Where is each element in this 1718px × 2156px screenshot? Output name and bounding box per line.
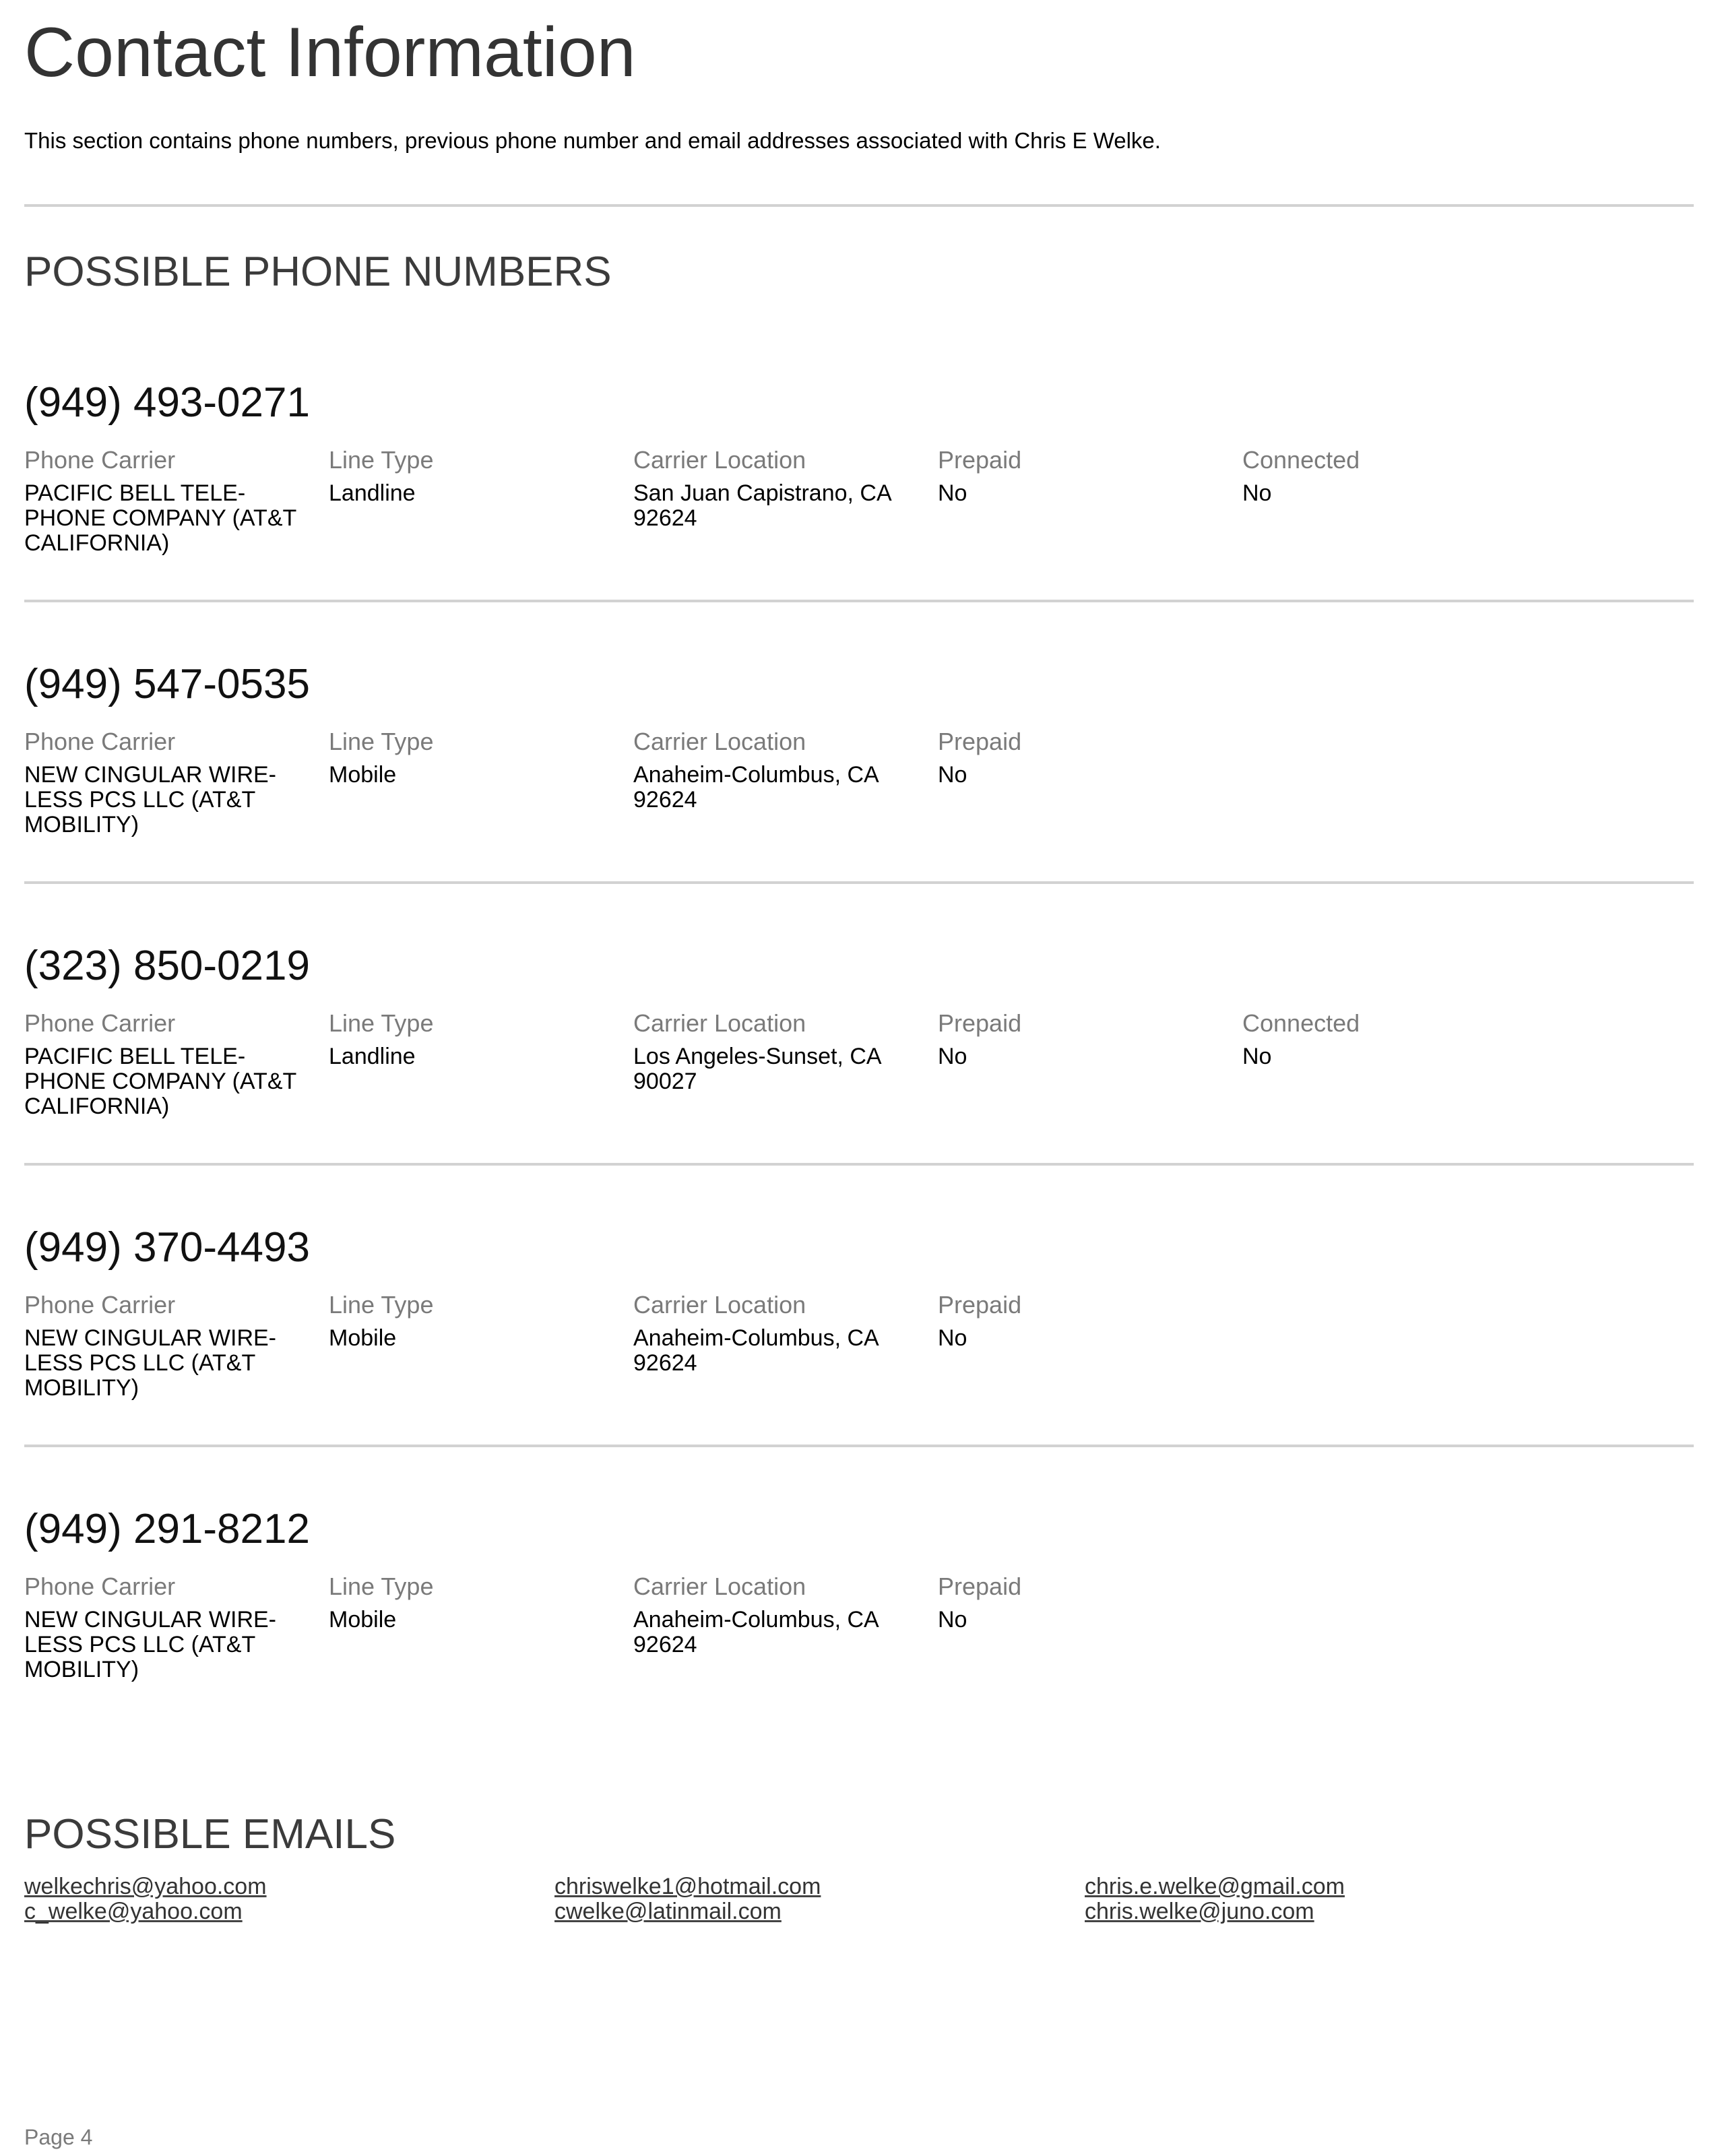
carrier-column — [24, 1008, 307, 1119]
phones-section-title: POSSIBLE PHONE NUMBERS — [24, 249, 612, 295]
connected-value: No — [1242, 480, 1272, 506]
email-column — [554, 1874, 1067, 1924]
prepaid-value: No — [938, 480, 967, 506]
email-column — [24, 1874, 536, 1924]
carrier-column — [24, 1571, 307, 1682]
line-type-value: Mobile — [329, 1325, 397, 1351]
prepaid-column — [938, 726, 1221, 788]
prepaid-column — [938, 1571, 1221, 1632]
email-link[interactable]: cwelke@latinmail.com — [554, 1899, 782, 1924]
page-title: Contact Information — [24, 13, 636, 92]
location-column — [633, 445, 916, 531]
location-column — [633, 726, 916, 813]
line-type-column — [329, 1290, 612, 1351]
location-label: Carrier Location — [633, 1573, 806, 1600]
divider — [24, 204, 1694, 207]
page-number: Page 4 — [24, 2125, 93, 2149]
carrier-label: Phone Carrier — [24, 1009, 176, 1037]
line-type-value: Mobile — [329, 1607, 397, 1632]
prepaid-column — [938, 1290, 1221, 1351]
email-link[interactable]: chriswelke1@hotmail.com — [554, 1874, 821, 1899]
phone-number: (949) 547-0535 — [24, 661, 310, 707]
prepaid-label: Prepaid — [938, 728, 1022, 755]
prepaid-value: No — [938, 1607, 967, 1632]
carrier-column — [24, 1290, 307, 1401]
prepaid-column — [938, 445, 1221, 506]
line-type-column — [329, 1571, 612, 1632]
carrier-column — [24, 726, 307, 837]
connected-label: Connected — [1242, 1009, 1360, 1037]
line-type-column — [329, 445, 612, 506]
email-link[interactable]: chris.welke@juno.com — [1085, 1899, 1314, 1924]
divider — [24, 1163, 1694, 1166]
prepaid-label: Prepaid — [938, 446, 1022, 474]
line-type-label: Line Type — [329, 728, 434, 755]
prepaid-value: No — [938, 1044, 967, 1069]
line-type-value: Landline — [329, 480, 416, 506]
line-type-label: Line Type — [329, 1291, 434, 1319]
location-label: Carrier Location — [633, 446, 806, 474]
carrier-value: PACIFIC BELL TELE- PHONE COMPANY (AT&T CALIFORNIA) — [24, 480, 296, 556]
location-column — [633, 1008, 916, 1094]
line-type-value: Mobile — [329, 762, 397, 788]
location-column — [633, 1290, 916, 1376]
email-link[interactable]: welkechris@yahoo.com — [24, 1874, 267, 1899]
carrier-label: Phone Carrier — [24, 1291, 176, 1319]
email-link[interactable]: chris.e.welke@gmail.com — [1085, 1874, 1345, 1899]
location-value: Anaheim-Columbus, CA 92624 — [633, 1325, 878, 1376]
carrier-label: Phone Carrier — [24, 446, 176, 474]
location-value: San Juan Capistrano, CA 92624 — [633, 480, 891, 531]
carrier-value: PACIFIC BELL TELE- PHONE COMPANY (AT&T CALIFORNIA) — [24, 1044, 296, 1119]
location-label: Carrier Location — [633, 728, 806, 755]
prepaid-label: Prepaid — [938, 1009, 1022, 1037]
prepaid-label: Prepaid — [938, 1573, 1022, 1600]
divider — [24, 600, 1694, 602]
divider — [24, 1445, 1694, 1447]
email-column — [1085, 1874, 1597, 1924]
prepaid-column — [938, 1008, 1221, 1069]
connected-value: No — [1242, 1044, 1272, 1069]
carrier-label: Phone Carrier — [24, 1573, 176, 1600]
intro-text: This section contains phone numbers, previous phone number and email addresses associated with Chris E Welke. — [24, 128, 1161, 153]
line-type-label: Line Type — [329, 446, 434, 474]
prepaid-label: Prepaid — [938, 1291, 1022, 1319]
carrier-value: NEW CINGULAR WIRE- LESS PCS LLC (AT&T MOBILITY) — [24, 1325, 276, 1401]
phone-number: (949) 291-8212 — [24, 1506, 310, 1552]
line-type-column — [329, 1008, 612, 1069]
location-label: Carrier Location — [633, 1009, 806, 1037]
location-value: Anaheim-Columbus, CA 92624 — [633, 1607, 878, 1657]
line-type-value: Landline — [329, 1044, 416, 1069]
phone-number: (323) 850-0219 — [24, 943, 310, 989]
carrier-value: NEW CINGULAR WIRE- LESS PCS LLC (AT&T MOBILITY) — [24, 762, 276, 837]
location-column — [633, 1571, 916, 1657]
connected-label: Connected — [1242, 446, 1360, 474]
carrier-value: NEW CINGULAR WIRE- LESS PCS LLC (AT&T MOBILITY) — [24, 1607, 276, 1682]
phone-number: (949) 370-4493 — [24, 1224, 310, 1271]
location-value: Los Angeles-Sunset, CA 90027 — [633, 1044, 881, 1094]
location-label: Carrier Location — [633, 1291, 806, 1319]
line-type-label: Line Type — [329, 1573, 434, 1600]
phone-number: (949) 493-0271 — [24, 379, 310, 426]
email-link[interactable]: c_welke@yahoo.com — [24, 1899, 243, 1924]
prepaid-value: No — [938, 1325, 967, 1351]
location-value: Anaheim-Columbus, CA 92624 — [633, 762, 878, 813]
connected-column — [1242, 1008, 1525, 1069]
line-type-column — [329, 726, 612, 788]
emails-section-title: POSSIBLE EMAILS — [24, 1811, 396, 1858]
carrier-column — [24, 445, 307, 556]
carrier-label: Phone Carrier — [24, 728, 176, 755]
connected-column — [1242, 445, 1525, 506]
divider — [24, 881, 1694, 884]
prepaid-value: No — [938, 762, 967, 788]
line-type-label: Line Type — [329, 1009, 434, 1037]
